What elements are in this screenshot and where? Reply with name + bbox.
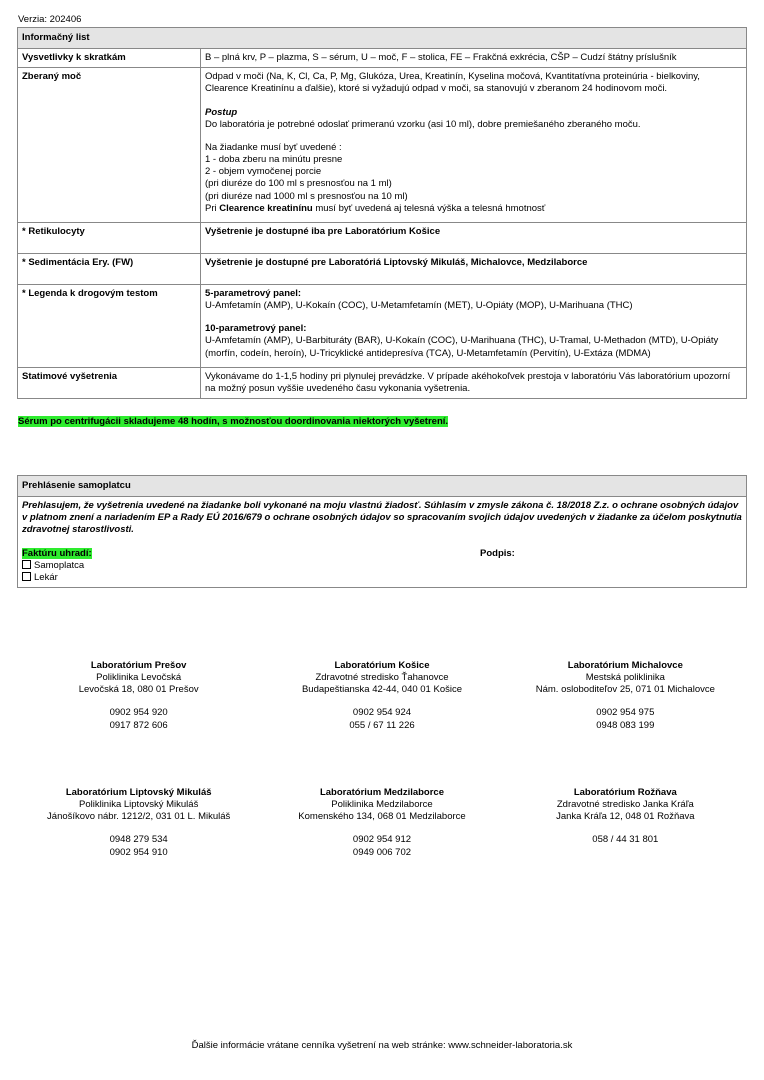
- urine-label: Zberaný moč: [18, 68, 201, 223]
- lab-roznava: [504, 787, 747, 859]
- lab-address: Janka Kráľa 12, 048 01 Rožňava: [556, 811, 695, 823]
- urine-req-5-bold: Clearence kreatinínu: [219, 202, 313, 214]
- lab-phone: 0948 279 534: [109, 834, 168, 846]
- declaration-body: [18, 497, 747, 588]
- sed-label: * Sedimentácia Ery. (FW): [18, 253, 201, 284]
- declaration-box: [17, 475, 747, 588]
- option-doctor[interactable]: [22, 572, 480, 584]
- lab-name: Laboratórium Medzilaborce: [319, 787, 445, 798]
- lab-address: Budapeštianska 42-44, 040 01 Košice: [301, 684, 462, 696]
- retic-row: [18, 222, 747, 253]
- retic-value: Vyšetrenie je dostupné iba pre Laboratórium Košice: [201, 222, 747, 253]
- lab-address: Levočská 18, 080 01 Prešov: [78, 684, 199, 696]
- abbr-value: B – plná krv, P – plazma, S – sérum, U – moč, F – stolica, FE – Frakčná exkrécia, CŠP – Cudzí štátny príslušník: [201, 49, 747, 68]
- labs-row-2: [17, 787, 747, 859]
- option-self-pay-label: Samoplatca: [34, 559, 85, 571]
- lab-phone: 055 / 67 11 226: [349, 719, 415, 731]
- payment-row: [22, 548, 742, 584]
- labs-row-1: [17, 660, 747, 732]
- urine-value: [201, 68, 747, 223]
- lab-phone: 0902 954 910: [109, 846, 168, 858]
- drug-value: [201, 284, 747, 367]
- abbr-row: [18, 49, 747, 68]
- drug-panel5-title: 5-parametrový panel:: [205, 287, 302, 299]
- urine-req-2: 2 - objem vymočenej porcie: [205, 166, 322, 178]
- lab-name: Laboratórium Liptovský Mikuláš: [65, 787, 212, 798]
- lab-presov: [17, 660, 260, 732]
- drug-panel10-text: U-Amfetamín (AMP), U-Barbituráty (BAR), U-Kokaín (COC), U-Marihuana (THC), U-Tramal, U-Methadon (MTD), U-Opiáty (morfín, codeín, heroín), U-Tricyklické antidepresíva (TCA), U-Metamfetamín (Pervitín), U-Extáza (MDMA): [205, 335, 719, 359]
- lab-place: Poliklinika Levočská: [96, 672, 182, 684]
- lab-place: Zdravotné stredisko Janka Kráľa: [556, 799, 694, 811]
- urine-req-5-pre: Pri: [205, 202, 220, 214]
- option-self-pay[interactable]: [22, 560, 480, 572]
- urine-postup-title: Postup: [205, 106, 238, 118]
- footer-note: Ďalšie informácie vrátane cenníka vyšetrení na web stránke: www.schneider-laboratoria.sk: [191, 1040, 573, 1051]
- drug-row: [18, 284, 747, 367]
- lab-place: Zdravotné stredisko Ťahanovce: [315, 672, 449, 684]
- stat-label: Statimové vyšetrenia: [18, 367, 201, 398]
- sed-row: [18, 253, 747, 284]
- checkbox-icon[interactable]: [22, 572, 31, 581]
- urine-postup-text: Do laboratória je potrebné odoslať primeranú vzorku (asi 10 ml), dobre premiešaného zberaného moču.: [205, 118, 641, 130]
- invoice-label: Faktúru uhradí:: [22, 547, 92, 559]
- sed-value: Vyšetrenie je dostupné pre Laboratóriá Liptovský Mikuláš, Michalovce, Medzilaborce: [201, 253, 747, 284]
- lab-name: Laboratórium Košice: [334, 660, 430, 671]
- abbr-label: Vysvetlivky k skratkám: [18, 49, 201, 68]
- urine-req-5-post: musí byť uvedená aj telesná výška a telesná hmotnosť: [312, 202, 546, 214]
- info-table: [17, 27, 747, 399]
- info-title: Informačný list: [18, 28, 747, 49]
- checkbox-icon[interactable]: [22, 560, 31, 569]
- urine-req-3: (pri diuréze do 100 ml s presnosťou na 1 ml): [205, 178, 392, 190]
- urine-req-5: [205, 203, 742, 215]
- urine-req-4: (pri diuréze nad 1000 ml s presnosťou na 10 ml): [205, 190, 408, 202]
- lab-phone: 058 / 44 31 801: [592, 834, 659, 846]
- lab-phone: 0949 006 702: [352, 846, 412, 858]
- lab-name: Laboratórium Prešov: [90, 660, 187, 671]
- urine-intro: Odpad v moči (Na, K, Cl, Ca, P, Mg, Glukóza, Urea, Kreatinín, Kyselina močová, Kvantitatívna proteinúria - bielkoviny, Clearence Kreatinínu a ďalšie), ktoré si vyžadujú odpad v moči, sa stanovujú v zberanom 24 hodinovom moči.: [205, 71, 700, 95]
- lab-address: Jánošíkovo nábr. 1212/2, 031 01 L. Mikuláš: [47, 811, 231, 823]
- lab-phone: 0948 083 199: [596, 719, 655, 731]
- lab-phone: 0902 954 912: [352, 834, 412, 846]
- lab-liptovsky-mikulas: [17, 787, 260, 859]
- lab-name: Laboratórium Michalovce: [567, 660, 683, 671]
- lab-name: Laboratórium Rožňava: [573, 787, 677, 798]
- stat-value: Vykonávame do 1-1,5 hodiny pri plynulej prevádzke. V prípade akéhokoľvek prestoja v laboratóriu Vás laboratórium upozorní na možný posun vyššie uvedeného času vykonania vyšetrenia.: [201, 367, 747, 398]
- lab-kosice: [260, 660, 503, 732]
- lab-place: Poliklinika Liptovský Mikuláš: [79, 799, 199, 811]
- declaration-text: Prehlasujem, že vyšetrenia uvedené na žiadanke boli vykonané na moju vlastnú žiadosť. Súhlasím v zmysle zákona č. 18/2018 Z.z. o ochrane osobných údajov v platnom znení a nariadením EP a Rady EÚ 2016/679 o ochrane osobných údajov so spracovaním svojich údajov uvedených v žiadanke za účelom poskytnutia zdravotnej starostlivosti.: [22, 500, 742, 536]
- lab-michalovce: [504, 660, 747, 732]
- invoice-section: [22, 548, 480, 584]
- lab-address: Nám. osloboditeľov 25, 071 01 Michalovce: [535, 684, 715, 696]
- urine-req-1: 1 - doba zberu na minútu presne: [205, 154, 343, 166]
- drug-label: * Legenda k drogovým testom: [18, 284, 201, 367]
- option-doctor-label: Lekár: [34, 571, 58, 583]
- signature-label: Podpis:: [480, 547, 515, 559]
- lab-place: Poliklinika Medzilaborce: [331, 799, 433, 811]
- serum-note-text: Sérum po centrifugácii skladujeme 48 hodín, s možnosťou doordinovania niektorých vyšetrení.: [18, 416, 449, 427]
- lab-phone: 0902 954 924: [352, 707, 412, 719]
- lab-address: Komenského 134, 068 01 Medzilaborce: [298, 811, 466, 823]
- drug-panel5-text: U-Amfetamín (AMP), U-Kokaín (COC), U-Metamfetamín (MET), U-Opiáty (MOP), U-Marihuana (THC): [205, 300, 633, 312]
- version-label: Verzia: 202406: [18, 14, 82, 25]
- drug-panel10-title: 10-parametrový panel:: [205, 323, 307, 335]
- lab-phone: 0917 872 606: [109, 719, 168, 731]
- serum-note: [18, 416, 448, 428]
- urine-req-title: Na žiadanke musí byť uvedené :: [205, 141, 342, 153]
- stat-row: [18, 367, 747, 398]
- urine-row: [18, 68, 747, 223]
- lab-medzilaborce: [260, 787, 503, 859]
- lab-phone: 0902 954 975: [596, 707, 655, 719]
- retic-label: * Retikulocyty: [18, 222, 201, 253]
- declaration-title: Prehlásenie samoplatcu: [18, 476, 747, 497]
- lab-place: Mestská poliklinika: [585, 672, 665, 684]
- lab-phone: 0902 954 920: [109, 707, 168, 719]
